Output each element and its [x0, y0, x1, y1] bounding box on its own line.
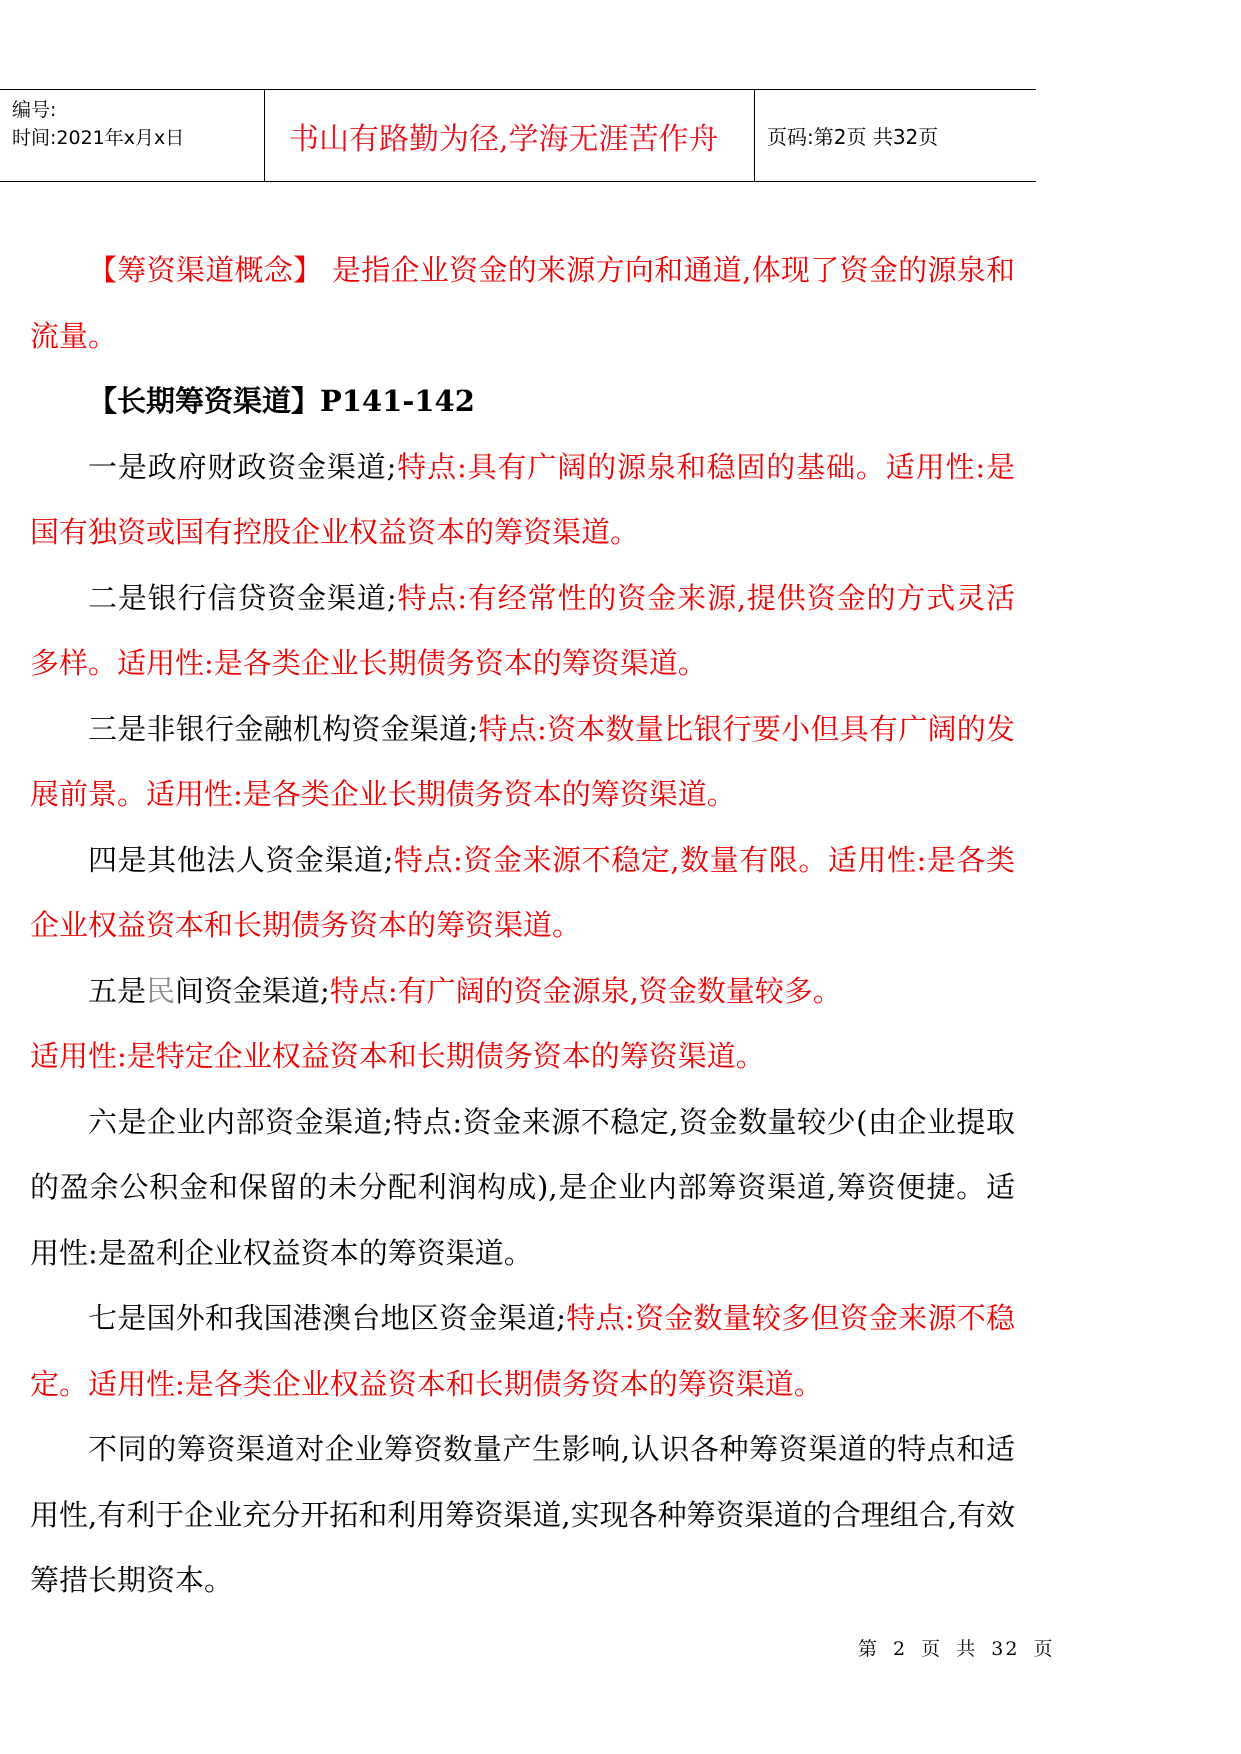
channel-3-detail: 特点:资本数量比银行要小但具有广阔的发展前景。适用性:是各类企业长期债务资本的筹资渠道。 — [30, 711, 1015, 811]
channel-5-title-a: 五是 — [88, 973, 147, 1008]
paragraph-channel-1 — [30, 435, 1015, 566]
header-meta-cell — [0, 90, 265, 181]
document-body — [30, 238, 1015, 1614]
channel-7-detail: 特点:资金数量较多但资金来源不稳定。适用性:是各类企业权益资本和长期债务资本的筹资渠道。 — [30, 1301, 1015, 1401]
paragraph-conclusion: 不同的筹资渠道对企业筹资数量产生影响,认识各种筹资渠道的特点和适用性,有利于企业充分开拓和利用筹资渠道,实现各种筹资渠道的合理组合,有效筹措长期资本。 — [30, 1432, 1015, 1597]
channel-5-highlight: 民 — [146, 973, 176, 1008]
channel-4-title: 四是其他法人资金渠道; — [88, 842, 394, 877]
channel-1-title: 一是政府财政资金渠道; — [88, 449, 397, 484]
header-page-cell — [755, 90, 1036, 181]
channel-4-detail: 特点:资金来源不稳定,数量有限。适用性:是各类企业权益资本和长期债务资本的筹资渠道。 — [30, 842, 1015, 942]
paragraph-concept: 【筹资渠道概念】 是指企业资金的来源方向和通道,体现了资金的源泉和流量。 — [30, 253, 1015, 353]
paragraph-channel-5-applicability: 适用性:是特定企业权益资本和长期债务资本的筹资渠道。 — [30, 1039, 765, 1073]
number-label: 编号: — [12, 99, 57, 121]
channel-5-title-b: 间资金渠道; — [175, 973, 330, 1008]
paragraph-channel-3 — [30, 697, 1015, 828]
paragraph-channel-2 — [30, 566, 1015, 697]
document-header — [0, 89, 1036, 182]
channel-7-title: 七是国外和我国港澳台地区资金渠道; — [88, 1301, 566, 1335]
channel-2-detail: 特点:有经常性的资金来源,提供资金的方式灵活多样。适用性:是各类企业长期债务资本的筹资渠道。 — [30, 580, 1015, 680]
paragraph-channel-6: 六是企业内部资金渠道;特点:资金来源不稳定,资金数量较少(由企业提取的盈余公积金和保留的未分配利润构成),是企业内部筹资渠道,筹资便捷。适用性:是盈利企业权益资本的筹资渠道。 — [30, 1104, 1015, 1270]
paragraph-channel-5 — [30, 959, 1015, 1025]
header-motto-cell — [265, 90, 755, 181]
page-footer: 第 2 页 共 32 页 — [858, 1638, 1055, 1660]
page-number-label: 页码:第2页 共32页 — [767, 125, 939, 149]
paragraph-channel-4 — [30, 828, 1015, 959]
channel-2-title: 二是银行信贷资金渠道; — [88, 580, 397, 615]
channel-3-title: 三是非银行金融机构资金渠道; — [88, 711, 479, 746]
time-label: 时间:2021年x月x日 — [12, 127, 185, 149]
channel-5-detail: 特点:有广阔的资金源泉,资金数量较多。 — [329, 973, 842, 1008]
paragraph-channel-7 — [30, 1286, 1015, 1417]
motto-text: 书山有路勤为径,学海无涯苦作舟 — [289, 121, 719, 157]
section-heading: 【长期筹资渠道】P141-142 — [88, 384, 475, 418]
channel-1-detail: 特点:具有广阔的源泉和稳固的基础。适用性:是国有独资或国有控股企业权益资本的筹资渠道。 — [30, 449, 1015, 549]
